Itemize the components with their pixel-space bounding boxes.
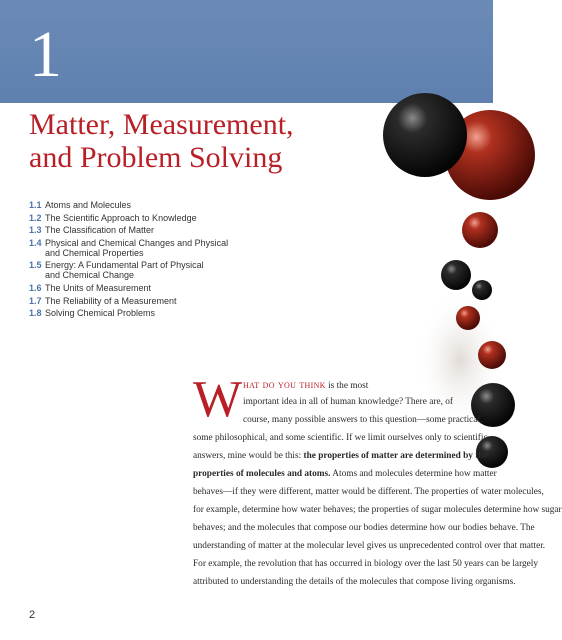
toc-title: Physical and Chemical Changes and Physical [45,237,229,248]
atom-black [441,260,471,290]
toc-item [29,238,279,258]
intro-emphasis: properties of molecules and atoms. [193,469,331,479]
intro-line-9: behaves; and the molecules that compose our bodies determine how our bodies behave. The [193,523,535,533]
toc-title: The Classification of Matter [45,225,155,236]
table-of-contents [29,200,279,321]
intro-line-6 [193,469,497,479]
atom-red [462,212,498,248]
toc-item [29,213,279,223]
chapter-title [29,108,359,174]
toc-number: 1.3 [29,225,42,236]
toc-number: 1.7 [29,295,42,306]
toc-item [29,283,279,293]
intro-line-1-text: is the most [325,381,369,391]
chapter-title-line-2: and Problem Solving [29,141,283,174]
page-number: 2 [29,609,36,621]
intro-line-5 [193,451,488,461]
toc-item [29,225,279,235]
toc-number: 1.6 [29,282,42,293]
toc-number: 1.1 [29,200,42,210]
toc-title-cont: and Chemical Properties [45,247,144,258]
toc-title: The Reliability of a Measurement [45,295,177,306]
intro-line-8: for example, determine how water behaves; the properties of sugar molecules determine how sugar [193,505,562,515]
toc-number: 1.4 [29,237,42,248]
intro-lead-in: hat do you think [243,379,326,391]
drop-cap: W [193,371,243,428]
intro-emphasis: the properties of matter are determined by the [303,451,488,461]
toc-number: 1.5 [29,260,42,271]
molecule-illustration [380,60,493,470]
intro-line-10: understanding of matter at the molecular level gives us unprecedented control over that matter. [193,541,546,551]
intro-line-5-text: answers, mine would be this: [193,451,304,461]
toc-number: 1.2 [29,212,42,223]
atom-red [456,306,480,330]
toc-item [29,296,279,306]
atom-red [478,341,506,369]
intro-line-11: For example, the revolution that has occurred in biology over the last 50 years can be largely [193,559,538,569]
toc-number: 1.8 [29,308,42,319]
intro-line-3: course, many possible answers to this question—some practical, [243,415,483,425]
intro-line-7: behaves—if they were different, matter would be different. The properties of water molecules, [193,487,544,497]
toc-title-cont: and Chemical Change [45,270,135,281]
toc-item [29,260,279,280]
toc-title: Energy: A Fundamental Part of Physical [45,260,204,271]
intro-line-4: some philosophical, and some scientific. If we limit ourselves only to scientific [193,433,488,443]
toc-item [29,200,279,210]
intro-line-6-text: Atoms and molecules determine how matter [330,469,497,479]
chapter-title-line-1: Matter, Measurement, [29,108,294,141]
toc-title: Solving Chemical Problems [45,308,156,319]
toc-title: The Units of Measurement [45,282,152,293]
atom-black [472,280,492,300]
intro-line-12: attributed to understanding the details of the molecules that compose living organisms. [193,577,516,587]
toc-item [29,308,279,318]
toc-title: Atoms and Molecules [45,200,132,210]
toc-title: The Scientific Approach to Knowledge [45,212,197,223]
intro-line-2: important idea in all of human knowledge? There are, of [243,397,453,407]
chapter-number: 1 [29,18,62,91]
intro-line-1 [243,379,368,391]
atom-black [383,93,467,177]
